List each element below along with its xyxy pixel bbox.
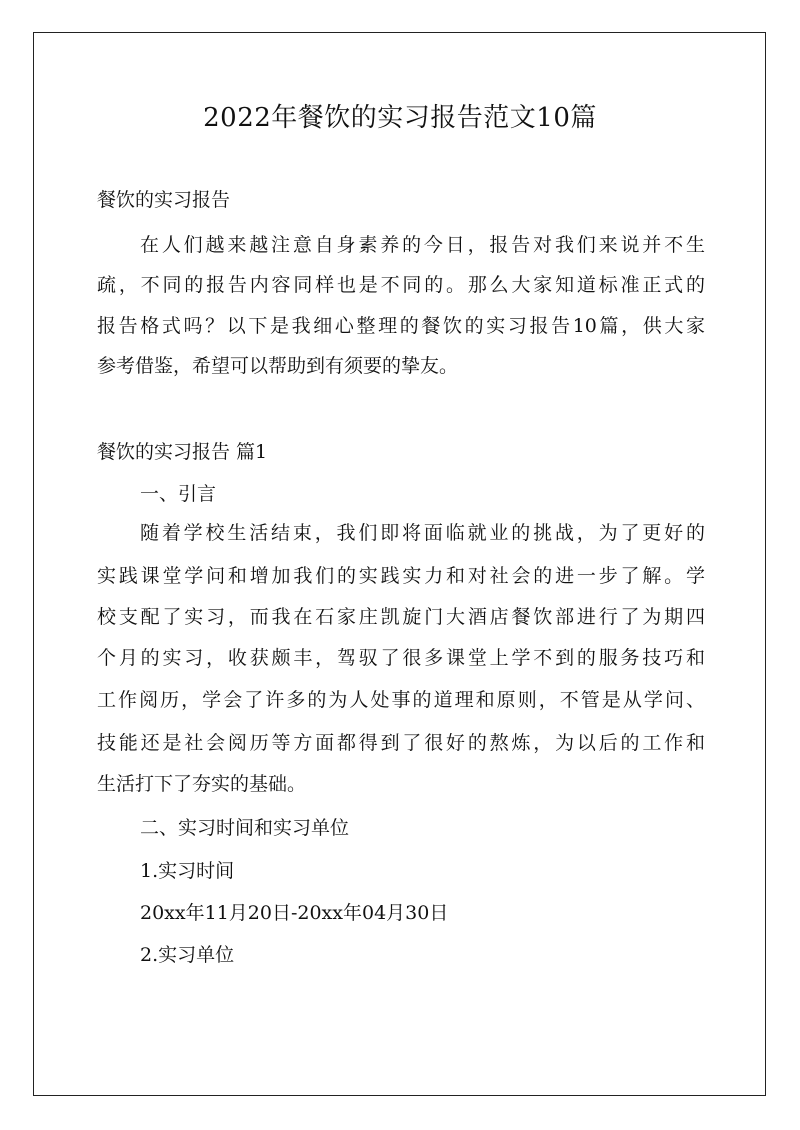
body-line-6: 技能还是社会阅历等方面都得到了很好的熬炼，为以后的工作和 xyxy=(97,732,705,754)
intro-line-1: 在人们越来越注意自身素养的今日，报告对我们来说并不生 xyxy=(140,234,705,256)
time-label: 1.实习时间 xyxy=(140,860,235,882)
time-unit-heading: 二、实习时间和实习单位 xyxy=(140,817,350,839)
intro-line-4: 参考借鉴，希望可以帮助到有须要的挚友。 xyxy=(97,355,459,377)
intro-subheading: 一、引言 xyxy=(140,483,217,505)
body-line-7: 生活打下了夯实的基础。 xyxy=(97,773,307,795)
time-value: 20xx年11月20日-20xx年04月30日 xyxy=(140,902,449,924)
part-heading: 餐饮的实习报告 篇1 xyxy=(97,441,268,463)
body-line-3: 校支配了实习，而我在石家庄凯旋门大酒店餐饮部进行了为期四 xyxy=(97,606,705,628)
unit-label: 2.实习单位 xyxy=(140,944,235,966)
body-line-1: 随着学校生活结束，我们即将面临就业的挑战，为了更好的 xyxy=(140,522,705,544)
intro-line-2: 疏，不同的报告内容同样也是不同的。那么大家知道标准正式的 xyxy=(97,274,705,296)
document-title: 2022年餐饮的实习报告范文10篇 xyxy=(203,103,597,133)
intro-line-3: 报告格式吗？以下是我细心整理的餐饮的实习报告10篇，供大家 xyxy=(97,315,705,337)
body-line-5: 工作阅历，学会了许多的为人处事的道理和原则，不管是从学问、 xyxy=(97,689,705,711)
body-line-2: 实践课堂学问和增加我们的实践实力和对社会的进一步了解。学 xyxy=(97,565,705,587)
body-line-4: 个月的实习，收获颇丰，驾驭了很多课堂上学不到的服务技巧和 xyxy=(97,647,705,669)
section-heading: 餐饮的实习报告 xyxy=(97,189,231,211)
